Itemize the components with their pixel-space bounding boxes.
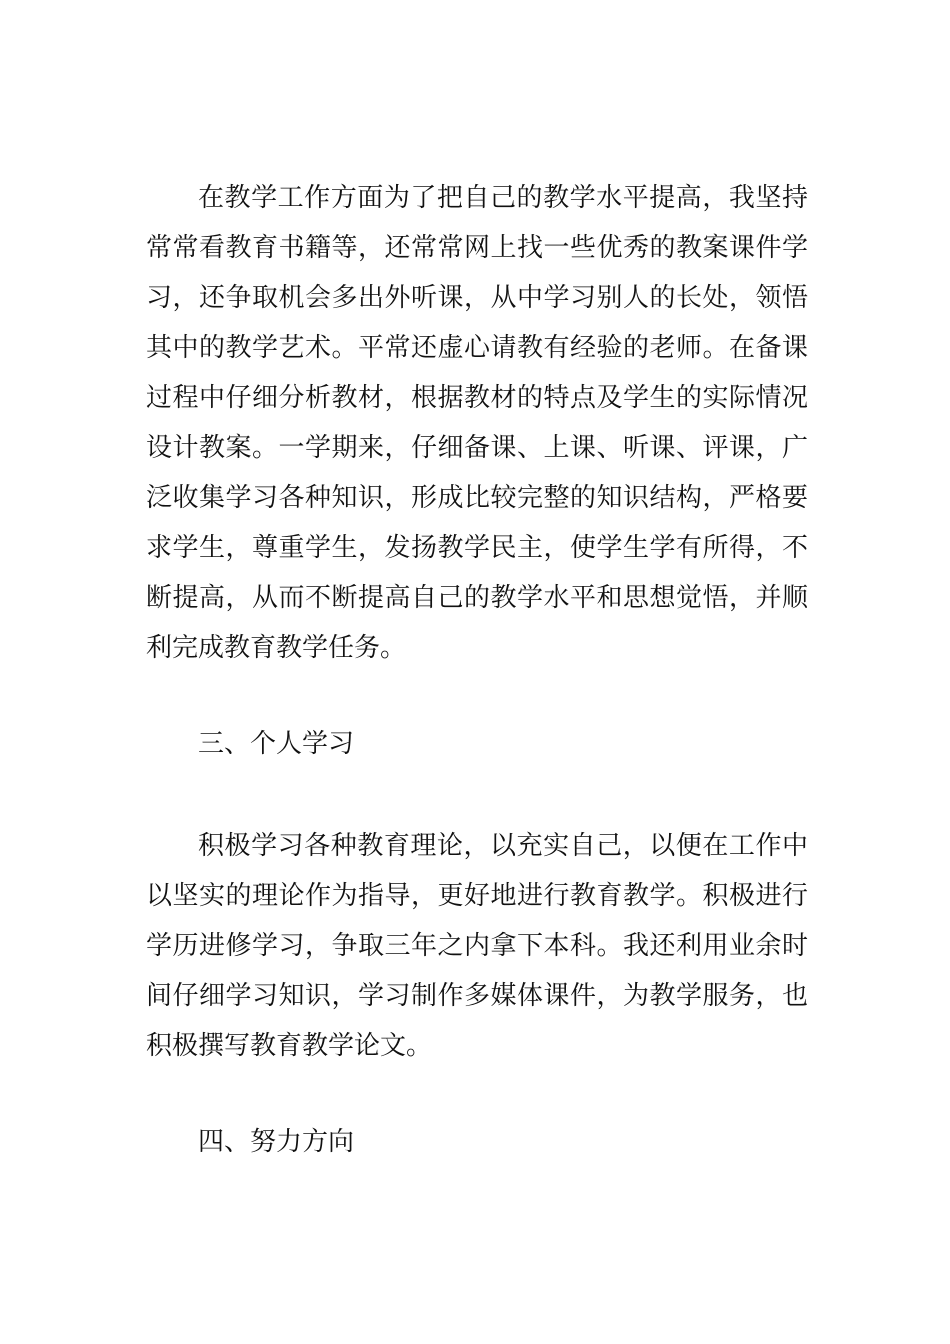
paragraph-text: 在教学工作方面为了把自己的教学水平提高，我坚持常常看教育书籍等，还常常网上找一些优秀的教案课件学习，还争取机会多出外听课，从中学习别人的长处，领悟其中的教学艺术。平常还虚心请教有经验的老师。在备课过程中仔细分析教材，根据教材的特点及学生的实际情况设计教案。一学期来，仔细备课、上课、听课、评课，广泛收集学习各种知识，形成比较完整的知识结构，严格要求学生，尊重学生，发扬教学民主，使学生学有所得，不断提高，从而不断提高自己的教学水平和思想觉悟，并顺利完成教育教学任务。 xyxy=(146,183,808,663)
heading-text: 四、努力方向 xyxy=(198,1127,355,1157)
heading-text: 三、个人学习 xyxy=(198,729,355,759)
section-heading-effort-direction xyxy=(146,1117,808,1167)
paragraph-text: 积极学习各种教育理论，以充实自己，以便在工作中以坚实的理论作为指导，更好地进行教育教学。积极进行学历进修学习，争取三年之内拿下本科。我还利用业余时间仔细学习知识，学习制作多媒体课件，为教学服务，也积极撰写教育教学论文。 xyxy=(146,831,808,1061)
section-heading-personal-study xyxy=(146,719,808,769)
personal-study-paragraph xyxy=(146,821,808,1071)
teaching-work-paragraph xyxy=(146,173,808,673)
